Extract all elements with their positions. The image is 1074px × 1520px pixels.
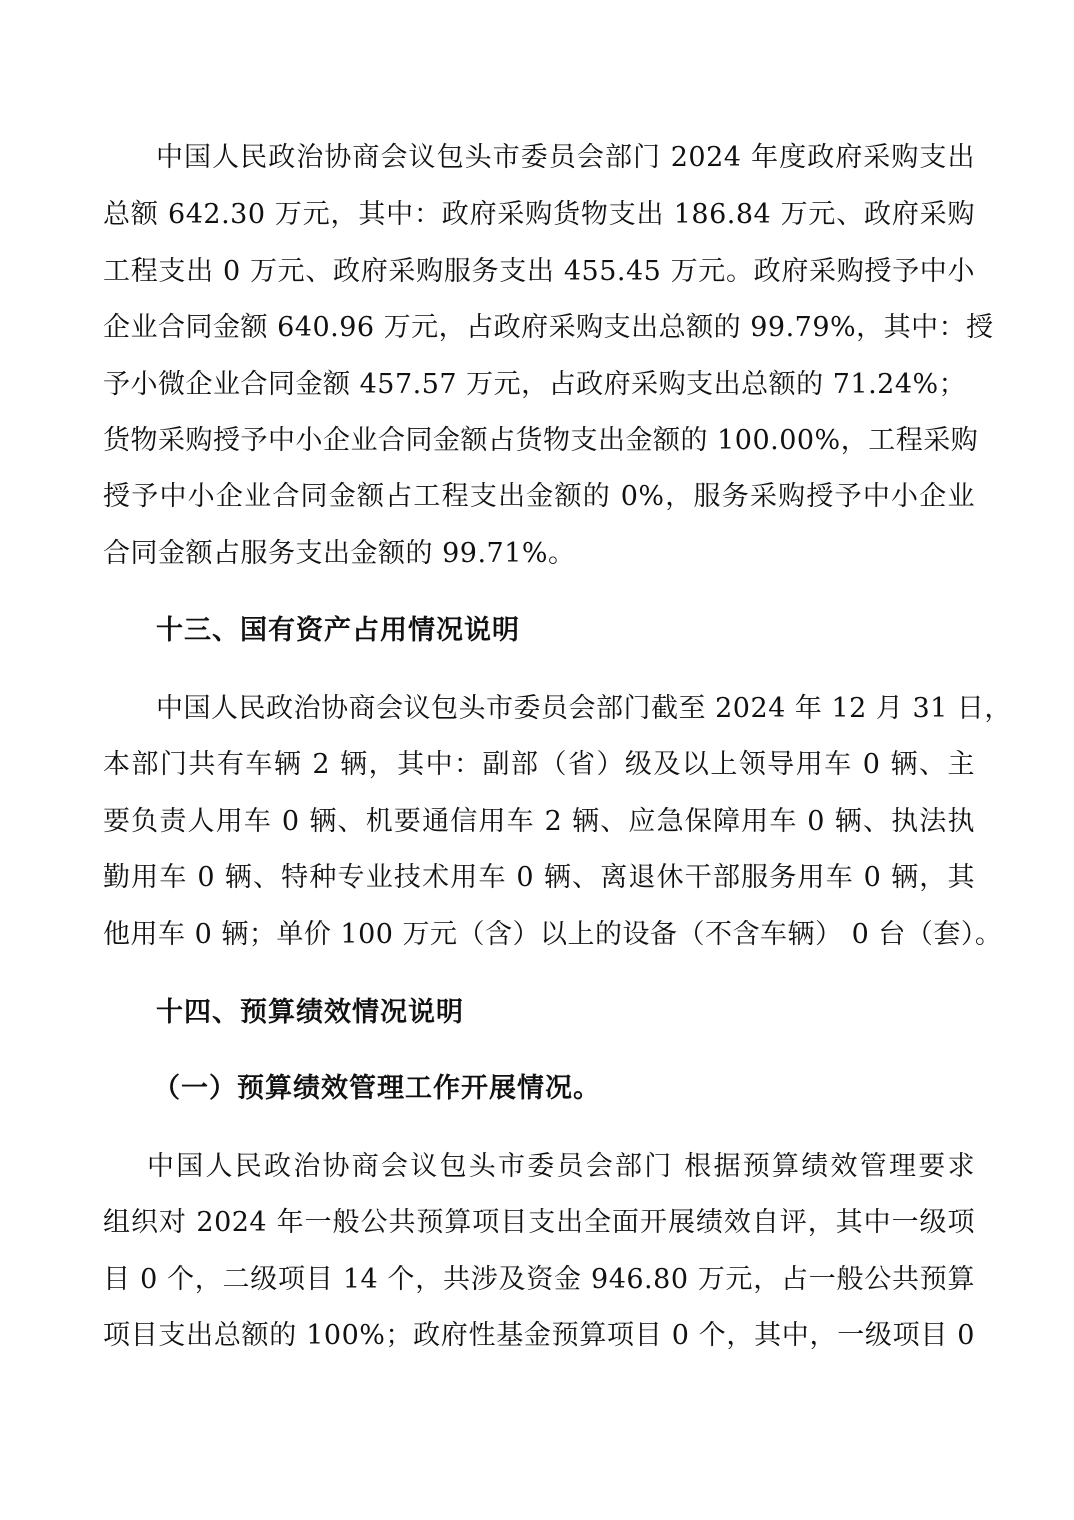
paragraph-line: 他用车 0 辆；单价 100 万元（含）以上的设备（不含车辆） 0 台（套）。	[103, 919, 1003, 950]
paragraph-line: 中国人民政治协商会议包头市委员会部门截至 2024 年 12 月 31 日，	[156, 693, 1012, 724]
paragraph-line: 授予中小企业合同金额占工程支出金额的 0%，服务采购授予中小企业	[103, 481, 975, 512]
paragraph-line: 勤用车 0 辆、特种专业技术用车 0 辆、离退休干部服务用车 0 辆，其	[103, 862, 975, 893]
paragraph-line: 总额 642.30 万元，其中：政府采购货物支出 186.84 万元、政府采购	[103, 199, 975, 230]
paragraph-line: 中国人民政治协商会议包头市委员会部门 根据预算绩效管理要求	[147, 1151, 975, 1182]
subsection-heading-performance-management: （一）预算绩效管理工作开展情况。	[153, 1073, 601, 1104]
paragraph-line: 中国人民政治协商会议包头市委员会部门 2024 年度政府采购支出	[156, 142, 975, 173]
paragraph-line: 工程支出 0 万元、政府采购服务支出 455.45 万元。政府采购授予中小	[103, 256, 975, 287]
paragraph-line: 货物采购授予中小企业合同金额占货物支出金额的 100.00%，工程采购	[103, 425, 979, 456]
paragraph-line: 本部门共有车辆 2 辆，其中：副部（省）级及以上领导用车 0 辆、主	[103, 749, 975, 780]
paragraph-line: 企业合同金额 640.96 万元，占政府采购支出总额的 99.79%，其中：授	[103, 312, 994, 343]
section-heading-state-assets: 十三、国有资产占用情况说明	[156, 615, 520, 646]
paragraph-line: 合同金额占服务支出金额的 99.71%。	[103, 538, 576, 569]
paragraph-line: 予小微企业合同金额 457.57 万元，占政府采购支出总额的 71.24%；	[103, 369, 967, 400]
paragraph-line: 要负责人用车 0 辆、机要通信用车 2 辆、应急保障用车 0 辆、执法执	[103, 806, 975, 837]
paragraph-line: 目 0 个，二级项目 14 个，共涉及资金 946.80 万元，占一般公共预算	[103, 1264, 975, 1295]
paragraph-line: 项目支出总额的 100%；政府性基金预算项目 0 个，其中，一级项目 0	[103, 1320, 975, 1351]
section-heading-budget-performance: 十四、预算绩效情况说明	[156, 997, 464, 1028]
paragraph-line: 组织对 2024 年一般公共预算项目支出全面开展绩效自评，其中一级项	[103, 1207, 975, 1238]
